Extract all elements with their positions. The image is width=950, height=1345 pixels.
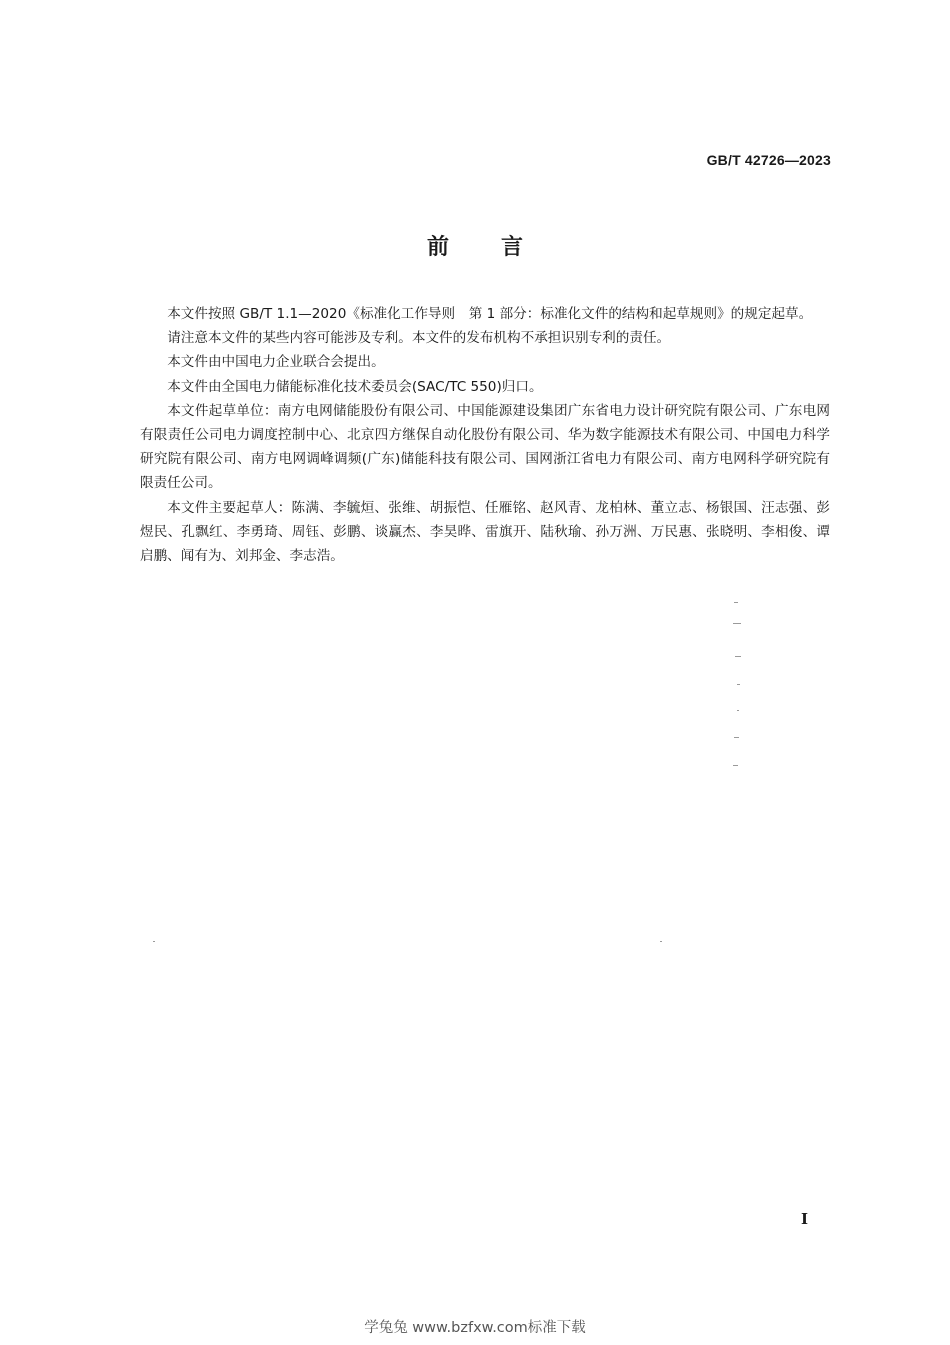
- scan-speck: [734, 602, 738, 603]
- scan-speck: [737, 684, 740, 685]
- scan-speck: [737, 710, 739, 711]
- paragraph-proposer: 本文件由中国电力企业联合会提出。: [167, 354, 385, 371]
- scan-speck: [734, 737, 739, 738]
- paragraph-main-drafters: 本文件主要起草人：陈满、李毓烜、张维、胡振恺、任雁铭、赵风青、龙柏林、董立志、杨银国、汪志强、彭煜民、孔飘红、李勇琦、周钰、彭鹏、谈赢杰、李昊晔、雷旗开、陆秋瑜、孙万洲、万民惠、张晓明、李相俊、谭启鹏、闻有为、刘邦金、李志浩。: [140, 499, 830, 565]
- section-title-foreword: 前言: [426, 235, 575, 260]
- paragraph-patent-notice: 请注意本文件的某些内容可能涉及专利。本文件的发布机构不承担识别专利的责任。: [167, 330, 671, 347]
- standard-number: GB/T 42726—2023: [706, 152, 831, 168]
- scan-speck: [660, 941, 662, 942]
- footer-watermark: 学兔兔 www.bzfxw.com标准下载: [364, 1320, 586, 1336]
- foreword-body: [140, 302, 830, 568]
- paragraph-drafting-organizations: 本文件起草单位：南方电网储能股份有限公司、中国能源建设集团广东省电力设计研究院有限公司、广东电网有限责任公司电力调度控制中心、北京四方继保自动化股份有限公司、华为数字能源技术有限公司、中国电力科学研究院有限公司、南方电网调峰调频(广东)储能科技有限公司、国网浙江省电力有限公司、南方电网科学研究院有限责任公司。: [140, 402, 830, 492]
- scan-speck: [735, 656, 741, 657]
- paragraph-drafting-rules: 本文件按照 GB/T 1.1—2020《标准化工作导则 第 1 部分：标准化文件的结构和起草规则》的规定起草。: [167, 306, 813, 322]
- paragraph-administrator: 本文件由全国电力储能标准化技术委员会(SAC/TC 550)归口。: [167, 378, 543, 395]
- page-number: I: [800, 1210, 808, 1228]
- scan-speck: [733, 765, 738, 766]
- scan-speck: [153, 941, 155, 942]
- scan-speck: [733, 623, 741, 624]
